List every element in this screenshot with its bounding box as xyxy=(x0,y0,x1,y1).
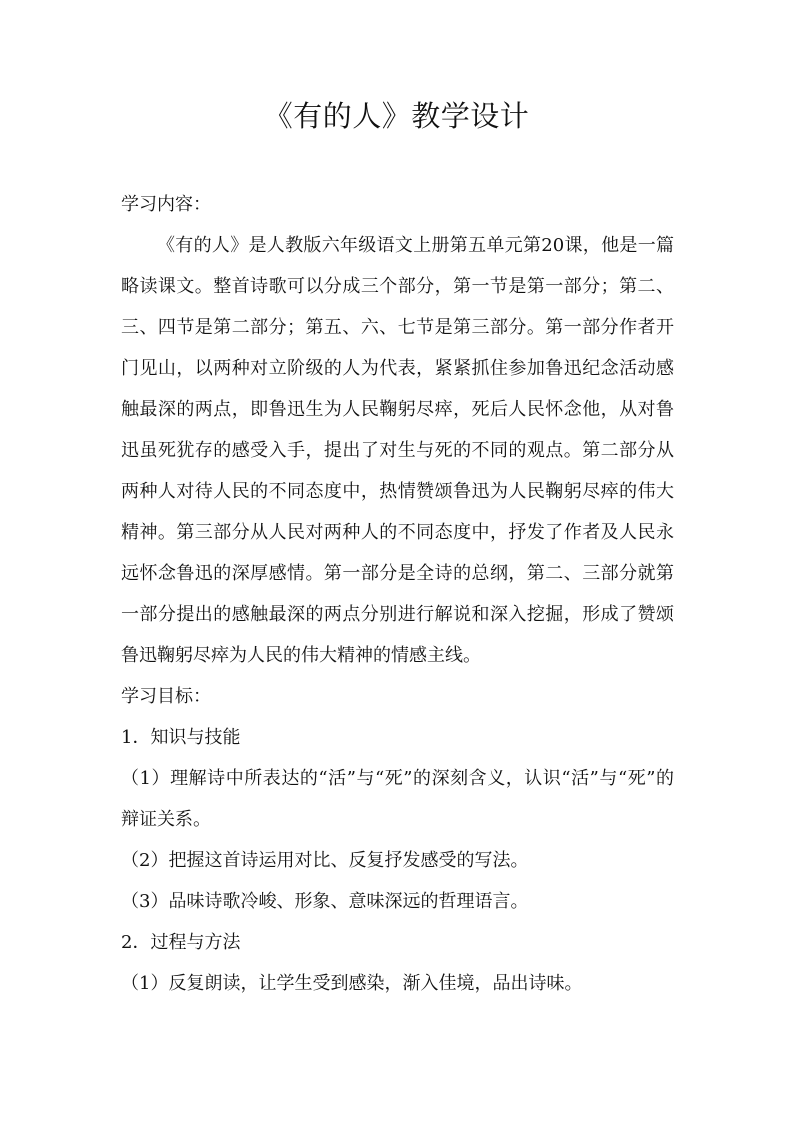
section-heading-learning-goals: 学习目标： xyxy=(121,686,211,707)
goal-item: （2）把握这首诗运用对比、反复抒发感受的写法。 xyxy=(121,850,529,871)
goal-process-method-heading: 2．过程与方法 xyxy=(121,932,241,953)
section-heading-learning-content: 学习内容： xyxy=(121,194,211,215)
learning-content-paragraph: 《有的人》是人教版六年级语文上册第五单元第20课，他是一篇略读课文。整首诗歌可以分成三个部分，第一节是第一部分；第二、三、四节是第二部分；第五、六、七节是第三部分。第一部分作者开门见山，以两种对立阶级的人为代表，紧紧抓住参加鲁迅纪念活动感触最深的两点，即鲁迅生为人民鞠躬尽瘁，死后人民怀念他，从对鲁迅虽死犹存的感受入手，提出了对生与死的不同的观点。第二部分从两种人对待人民的不同态度中，热情赞颂鲁迅为人民鞠躬尽瘁的伟大精神。第三部分从人民对两种人的不同态度中，抒发了作者及人民永远怀念鲁迅的深厚感情。第一部分是全诗的总纲，第二、三部分就第一部分提出的感触最深的两点分别进行解说和深入挖掘，形成了赞颂鲁迅鞠躬尽瘁为人民的伟大精神的情感主线。 xyxy=(121,235,674,666)
goal-item: （3）品味诗歌冷峻、形象、意味深远的哲理语言。 xyxy=(121,891,529,912)
document-title: 《有的人》教学设计 xyxy=(263,99,530,133)
goal-knowledge-skills-heading: 1．知识与技能 xyxy=(121,727,241,748)
document-body xyxy=(121,184,674,1004)
goal-item: （1）反复朗读，让学生受到感染，渐入佳境，品出诗味。 xyxy=(121,973,583,994)
goal-item: （1）理解诗中所表达的“活”与“死”的深刻含义，认识“活”与“死”的辩证关系。 xyxy=(121,768,674,830)
